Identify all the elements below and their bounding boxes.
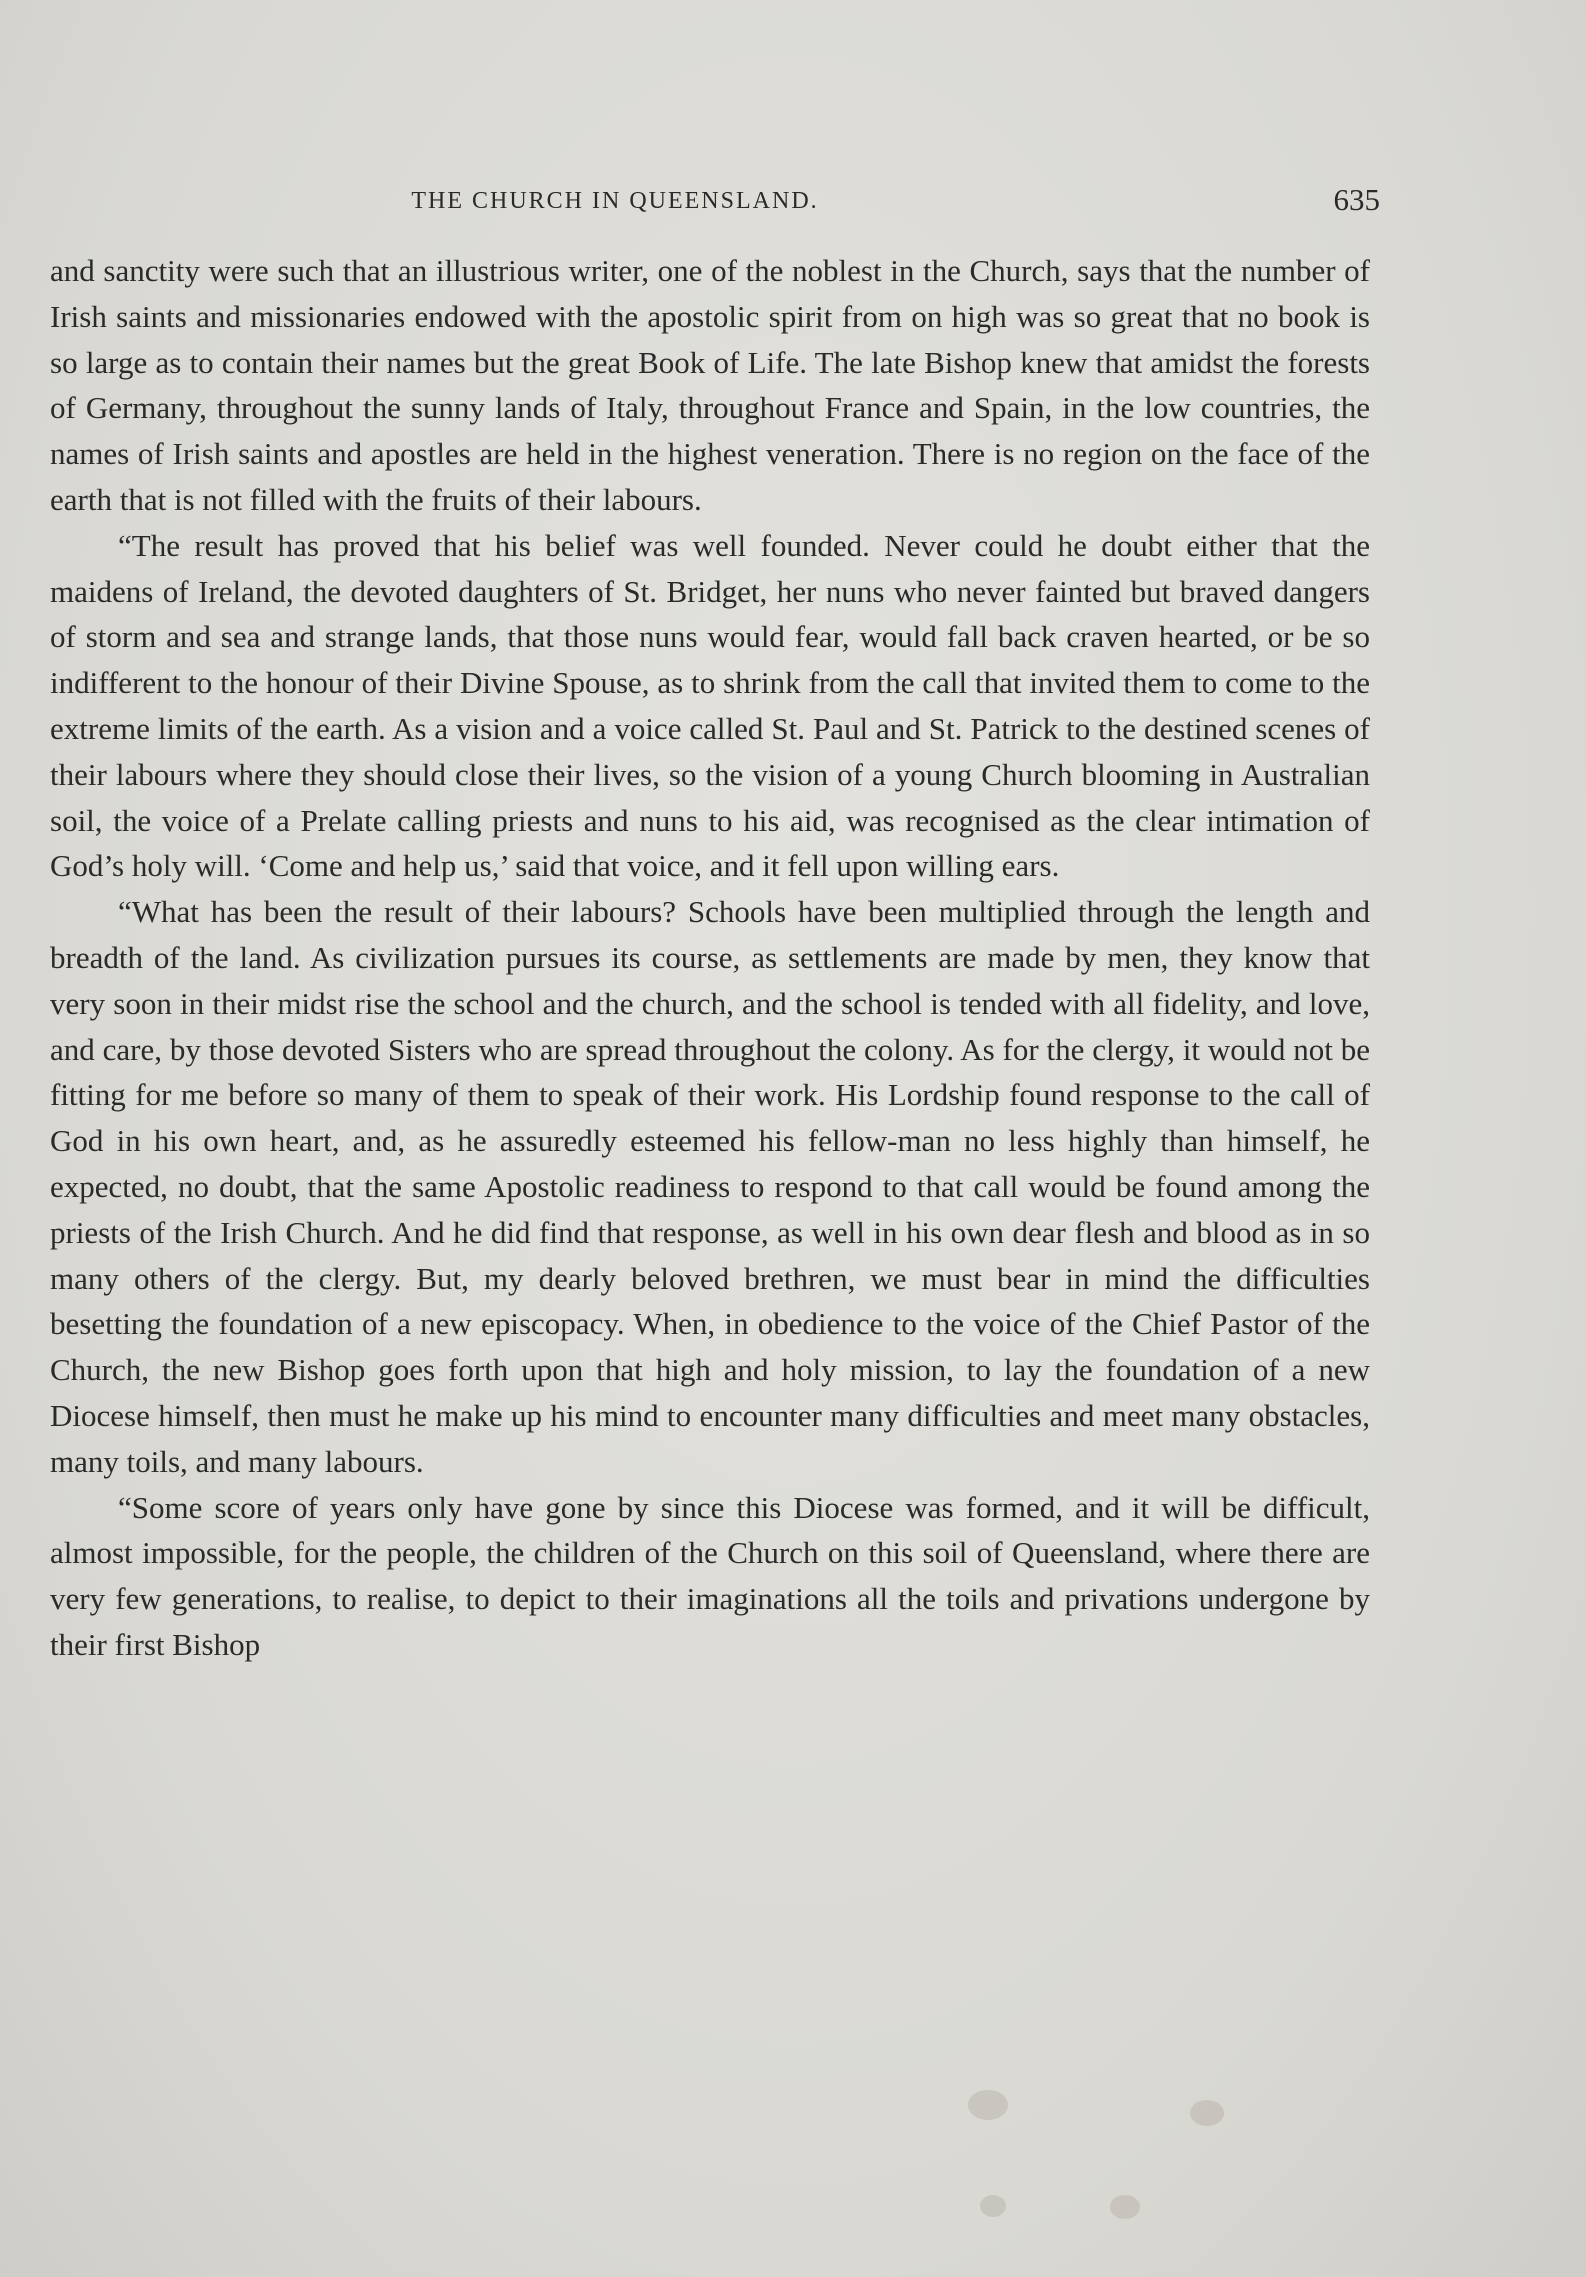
paper-stain: [1110, 2195, 1140, 2219]
running-title: THE CHURCH IN QUEENSLAND.: [411, 188, 819, 214]
paper-stain: [1190, 2100, 1224, 2126]
paper-stain: [980, 2195, 1006, 2217]
page-number: 635: [1333, 182, 1380, 217]
paragraph-4: “Some score of years only have gone by since this Diocese was formed, and it will be difficult, almost impossible, for the people, the children of the Church on this soil of Queensland, where there are very few generations, to realise, to depict to their imaginations all the toils and privations undergone by their first Bishop: [50, 1489, 1370, 1662]
paragraph-3: “What has been the result of their labours? Schools have been multiplied through the length and breadth of the land. As civilization pursues its course, as settlements are made by men, they know that very soon in their midst rise the school and the church, and the school is tended with all fidelity, and love, and care, by those devoted Sisters who are spread throughout the colony. As for the clergy, it would not be fitting for me before so many of them to speak of their work. His Lordship found response to the call of God in his own heart, and, as he assuredly esteemed his fellow-man no less highly than himself, he expected, no doubt, that the same Apostolic readiness to respond to that call would be found among the priests of the Irish Church. And he did find that response, as well in his own dear flesh and blood as in so many others of the clergy. But, my dearly beloved brethren, we must bear in mind the difficulties besetting the foundation of a new episcopacy. When, in obedience to the voice of the Chief Pastor of the Church, the new Bishop goes forth upon that high and holy mission, to lay the foundation of a new Diocese himself, then must he make up his mind to encounter many difficulties and meet many obstacles, many toils, and many labours.: [50, 894, 1370, 1479]
body-text: [50, 248, 1370, 1668]
paper-stain: [968, 2090, 1008, 2120]
paragraph-1: and sanctity were such that an illustrious writer, one of the noblest in the Church, says that the number of Irish saints and missionaries endowed with the apostolic spirit from on high was so great that no book is so large as to contain their names but the great Book of Life. The late Bishop knew that amidst the forests of Germany, throughout the sunny lands of Italy, throughout France and Spain, in the low countries, the names of Irish saints and apostles are held in the highest veneration. There is no region on the face of the earth that is not filled with the fruits of their labours.: [50, 253, 1370, 517]
running-head: [50, 180, 1380, 220]
paragraph-2: “The result has proved that his belief was well founded. Never could he doubt either that the maidens of Ireland, the devoted daughters of St. Bridget, her nuns who never fainted but braved dangers of storm and sea and strange lands, that those nuns would fear, would fall back craven hearted, or be so indifferent to the honour of their Divine Spouse, as to shrink from the call that invited them to come to the extreme limits of the earth. As a vision and a voice called St. Paul and St. Patrick to the destined scenes of their labours where they should close their lives, so the vision of a young Church blooming in Australian soil, the voice of a Prelate calling priests and nuns to his aid, was recognised as the clear intimation of God’s holy will. ‘Come and help us,’ said that voice, and it fell upon willing ears.: [50, 527, 1370, 884]
